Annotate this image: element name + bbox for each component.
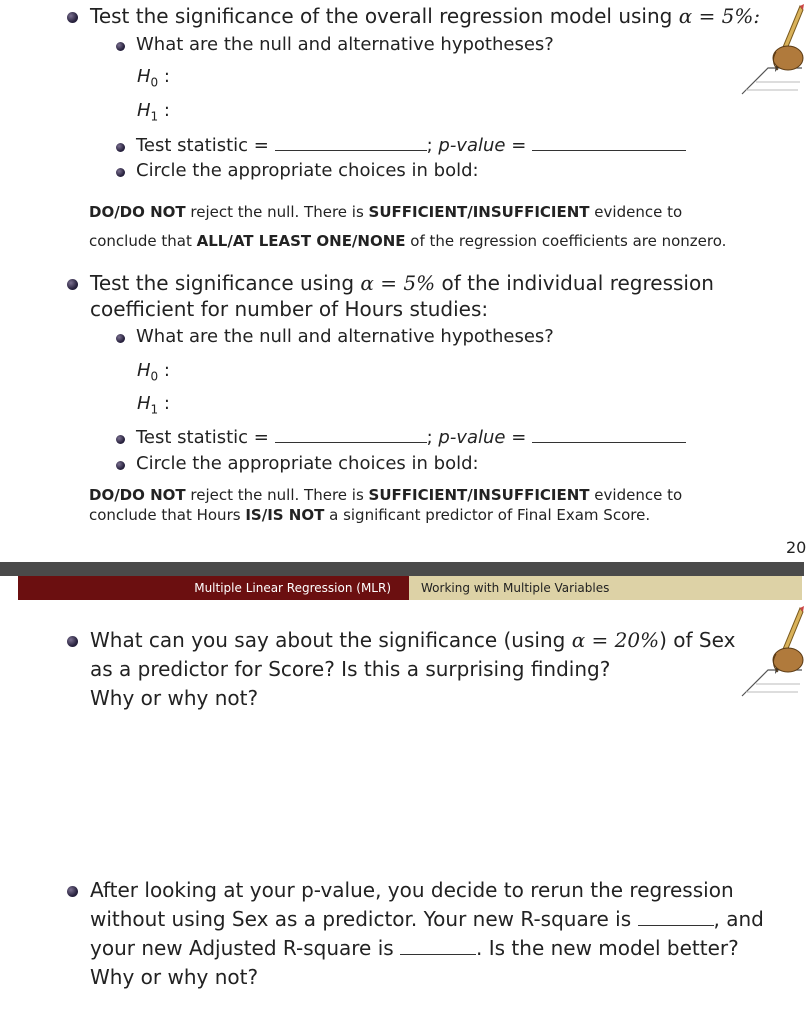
q2-circle-instruction: Circle the appropriate choices in bold: (136, 453, 479, 474)
q1-decision-line-2: conclude that ALL/AT LEAST ONE/NONE of the regression coefficients are nonzero. (89, 232, 727, 250)
bullet-icon (116, 334, 125, 343)
test-statistic-blank[interactable] (275, 134, 427, 151)
pencil-hand-icon (740, 2, 804, 98)
q3-line-1: What can you say about the significance (using α = 20%) of Sex (90, 628, 736, 652)
q4-line-2: without using Sex as a predictor. Your new R-square is , and (90, 907, 764, 931)
bullet-icon (116, 435, 125, 444)
q4-line-3: your new Adjusted R-square is . Is the new model better? (90, 936, 739, 960)
pencil-hand-icon (740, 604, 804, 700)
page-number: 20 (786, 538, 806, 557)
q1-hypotheses-prompt: What are the null and alternative hypotheses? (136, 34, 554, 55)
q2-decision-line-1: DO/DO NOT reject the null. There is SUFFICIENT/INSUFFICIENT evidence to (89, 486, 683, 504)
q2-decision-line-2: conclude that Hours IS/IS NOT a significant predictor of Final Exam Score. (89, 506, 651, 524)
nav-subsection-multiple-variables[interactable]: Working with Multiple Variables (409, 576, 802, 600)
q2-title-line-1: Test the significance using α = 5% of the individual regression (90, 271, 714, 295)
q4-line-4: Why or why not? (90, 965, 259, 989)
nav-section-mlr[interactable]: Multiple Linear Regression (MLR) (18, 576, 409, 600)
adjusted-r-square-blank[interactable] (400, 938, 476, 955)
slide-separator (0, 562, 804, 576)
q2-title-line-2: coefficient for number of Hours studies: (90, 297, 489, 321)
q2-hypotheses-prompt: What are the null and alternative hypotheses? (136, 326, 554, 347)
bullet-icon (67, 279, 78, 290)
bullet-icon (67, 636, 78, 647)
q1-test-statistic-row: Test statistic = ; p-value = (136, 134, 686, 158)
q3-line-2: as a predictor for Score? Is this a surprising finding? (90, 657, 611, 681)
q4-line-1: After looking at your p-value, you decide to rerun the regression (90, 878, 734, 902)
q1-title: Test the significance of the overall regression model using α = 5%: (90, 4, 761, 28)
bullet-icon (116, 143, 125, 152)
q1-circle-instruction: Circle the appropriate choices in bold: (136, 160, 479, 181)
bullet-icon (67, 12, 78, 23)
r-square-blank[interactable] (638, 909, 714, 926)
q1-h0: $H_0$ : (137, 66, 170, 90)
p-value-blank[interactable] (532, 134, 686, 151)
bullet-icon (116, 168, 125, 177)
q1-h1: $H_1$ : (137, 100, 170, 124)
test-statistic-blank[interactable] (275, 426, 427, 443)
p-value-blank[interactable] (532, 426, 686, 443)
bullet-icon (116, 461, 125, 470)
q2-test-statistic-row: Test statistic = ; p-value = (136, 426, 686, 450)
q2-h0: $H_0$ : (137, 360, 170, 384)
navigation-bar (0, 576, 802, 600)
bullet-icon (67, 886, 78, 897)
bullet-icon (116, 42, 125, 51)
q2-h1: $H_1$ : (137, 393, 170, 417)
q1-decision-line-1: DO/DO NOT reject the null. There is SUFFICIENT/INSUFFICIENT evidence to (89, 203, 683, 221)
q3-line-3: Why or why not? (90, 686, 259, 710)
